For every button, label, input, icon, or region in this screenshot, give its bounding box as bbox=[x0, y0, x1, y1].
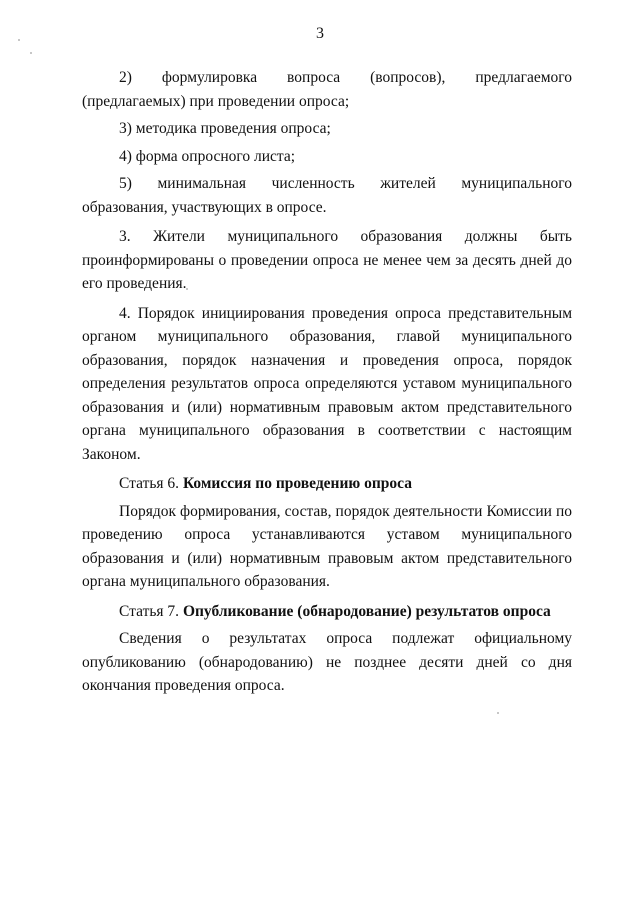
list-item-2: 2) формулировка вопроса (вопросов), предлагаемого (предлагаемых) при проведении опроса; bbox=[82, 69, 572, 110]
list-item-3: 3) методика проведения опроса; bbox=[119, 120, 331, 137]
article-7-heading bbox=[82, 600, 572, 624]
article-7-title: Опубликование (обнародование) результатов опроса bbox=[182, 602, 551, 620]
list-item-4: 4) форма опросного листа; bbox=[119, 147, 296, 165]
article-6-text: Порядок формирования, состав, порядок деятельности Комиссии по проведению опроса устанавливаются уставом муниципального образования и (или) нормативным правовым актом представительного органа муниципального образования. bbox=[82, 502, 572, 590]
article-6-title: Комиссия по проведению опроса bbox=[182, 475, 412, 492]
scan-speck bbox=[30, 52, 32, 54]
article-6-heading bbox=[82, 472, 572, 496]
page-number: 3 bbox=[316, 25, 324, 42]
article-7-text: Сведения о результатах опроса подлежат официальному опубликованию (обнародованию) не позднее десяти дней со дня окончания проведения опроса. bbox=[82, 630, 572, 694]
article-6-label: Статья 6. bbox=[119, 475, 180, 492]
article-7-label: Статья 7. bbox=[119, 602, 180, 620]
paragraph-4: 4. Порядок инициирования проведения опроса представительным органом муниципального образования, главой муниципального образования, порядок назначения и проведения опроса, порядок определения результатов опроса определяются уставом муниципального образования и (или) нормативным правовым актом представительного органа муниципального образования в соответствии с настоящим Законом. bbox=[82, 304, 572, 463]
document-body bbox=[82, 66, 572, 698]
scan-speck bbox=[497, 712, 499, 714]
paragraph-3: 3. Жители муниципального образования должны быть проинформированы о проведении опроса не менее чем за десять дней до его проведения. bbox=[82, 228, 572, 292]
list-item-5: 5) минимальная численность жителей муниципального образования, участвующих в опросе. bbox=[82, 175, 572, 216]
